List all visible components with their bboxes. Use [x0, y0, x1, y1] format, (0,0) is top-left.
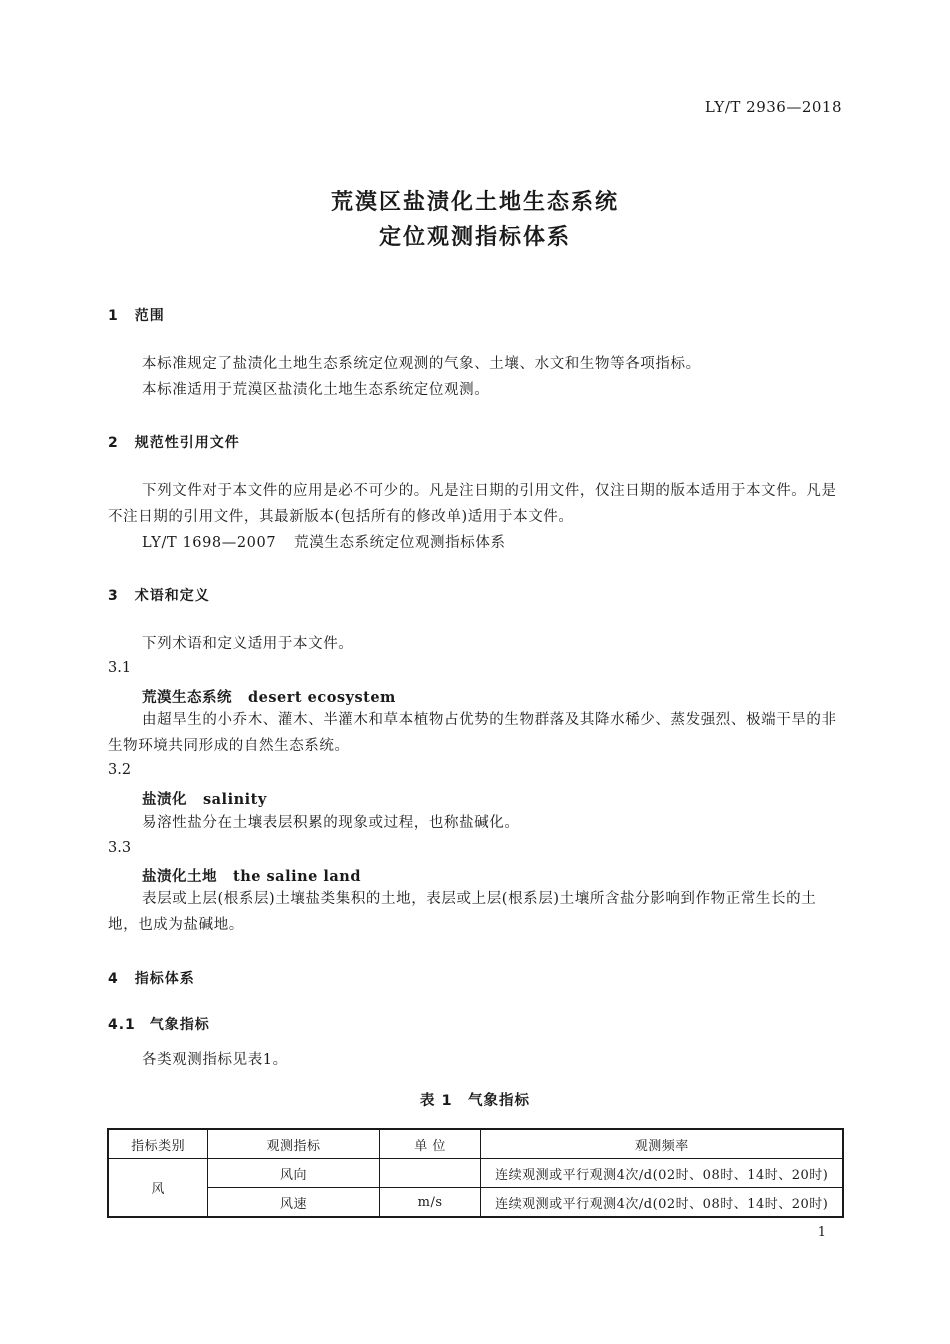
table-header-cell: 观测指标 — [208, 1129, 379, 1159]
section-number: 3 — [108, 588, 119, 604]
table-row — [108, 1159, 843, 1188]
term-zh: 盐渍化 — [142, 792, 187, 808]
table-header-row — [108, 1129, 843, 1159]
section-title: 范围 — [134, 308, 165, 324]
section-title: 规范性引用文件 — [134, 435, 240, 451]
section-number: 4 — [108, 971, 119, 987]
document-title-line1: 荒漠区盐渍化土地生态系统 — [330, 190, 619, 215]
section-3-heading — [108, 585, 210, 605]
table-cell-category: 风 — [108, 1159, 208, 1218]
term-definition: 由超旱生的小乔木、灌木、半灌木和草本植物占优势的生物群落及其降水稀少、蒸发强烈、极端干旱的非生物环境共同形成的自然生态系统。 — [108, 712, 837, 754]
term-title — [142, 686, 396, 707]
table-cell-unit — [379, 1159, 481, 1188]
section-number: 1 — [108, 308, 119, 324]
subsection-number: 4.1 — [108, 1017, 136, 1033]
table-cell-indicator: 风速 — [208, 1188, 379, 1218]
paragraph: 本标准适用于荒漠区盐渍化土地生态系统定位观测。 — [142, 382, 490, 398]
reference-title: 荒漠生态系统定位观测指标体系 — [294, 535, 506, 551]
table-row — [108, 1188, 843, 1218]
document-title-line2: 定位观测指标体系 — [378, 225, 571, 250]
table-caption: 表 1 气象指标 — [419, 1093, 531, 1109]
paragraph: 各类观测指标见表1。 — [142, 1052, 288, 1068]
term-en: the saline land — [233, 868, 361, 885]
table-header-cell: 单 位 — [379, 1129, 481, 1159]
paragraph: 下列文件对于本文件的应用是必不可少的。凡是注日期的引用文件，仅注日期的版本适用于本文件。凡是不注日期的引用文件，其最新版本(包括所有的修改单)适用于本文件。 — [108, 483, 837, 525]
table-cell-unit: m/s — [379, 1188, 481, 1218]
section-2-heading — [108, 432, 240, 452]
page-number: 1 — [817, 1225, 826, 1240]
term-definition: 易溶性盐分在土壤表层积累的现象或过程，也称盐碱化。 — [142, 815, 520, 831]
paragraph: 本标准规定了盐渍化土地生态系统定位观测的气象、土壤、水文和生物等各项指标。 — [142, 356, 701, 372]
paragraph: 下列术语和定义适用于本文件。 — [142, 636, 354, 652]
section-1-heading — [108, 305, 165, 325]
subsection-title: 气象指标 — [149, 1017, 210, 1033]
section-number: 2 — [108, 435, 119, 451]
term-title — [142, 788, 267, 809]
table-cell-frequency: 连续观测或平行观测4次/d(02时、08时、14时、20时) — [481, 1159, 843, 1188]
section-title: 指标体系 — [134, 971, 195, 987]
term-number: 3.1 — [108, 660, 132, 676]
table-cell-indicator: 风向 — [208, 1159, 379, 1188]
term-en: salinity — [203, 791, 267, 808]
section-title: 术语和定义 — [134, 588, 210, 604]
term-number: 3.2 — [108, 762, 132, 778]
term-number: 3.3 — [108, 840, 132, 856]
meteorological-indicators-table — [107, 1128, 844, 1218]
table-header-cell: 指标类别 — [108, 1129, 208, 1159]
table-header-cell: 观测频率 — [481, 1129, 843, 1159]
subsection-4-1-heading — [108, 1014, 210, 1034]
standard-code: LY/T 2936—2018 — [704, 98, 842, 116]
term-en: desert ecosystem — [248, 689, 396, 706]
term-zh: 盐渍化土地 — [142, 869, 217, 885]
reference-code: LY/T 1698—2007 — [142, 535, 277, 551]
normative-reference — [142, 530, 847, 556]
term-definition: 表层或上层(根系层)土壤盐类集积的土地，表层或上层(根系层)土壤所含盐分影响到作物正常生长的土地，也成为盐碱地。 — [108, 891, 817, 933]
table-cell-frequency: 连续观测或平行观测4次/d(02时、08时、14时、20时) — [481, 1188, 843, 1218]
section-4-heading — [108, 968, 195, 988]
term-title — [142, 865, 361, 886]
term-zh: 荒漠生态系统 — [142, 690, 232, 706]
